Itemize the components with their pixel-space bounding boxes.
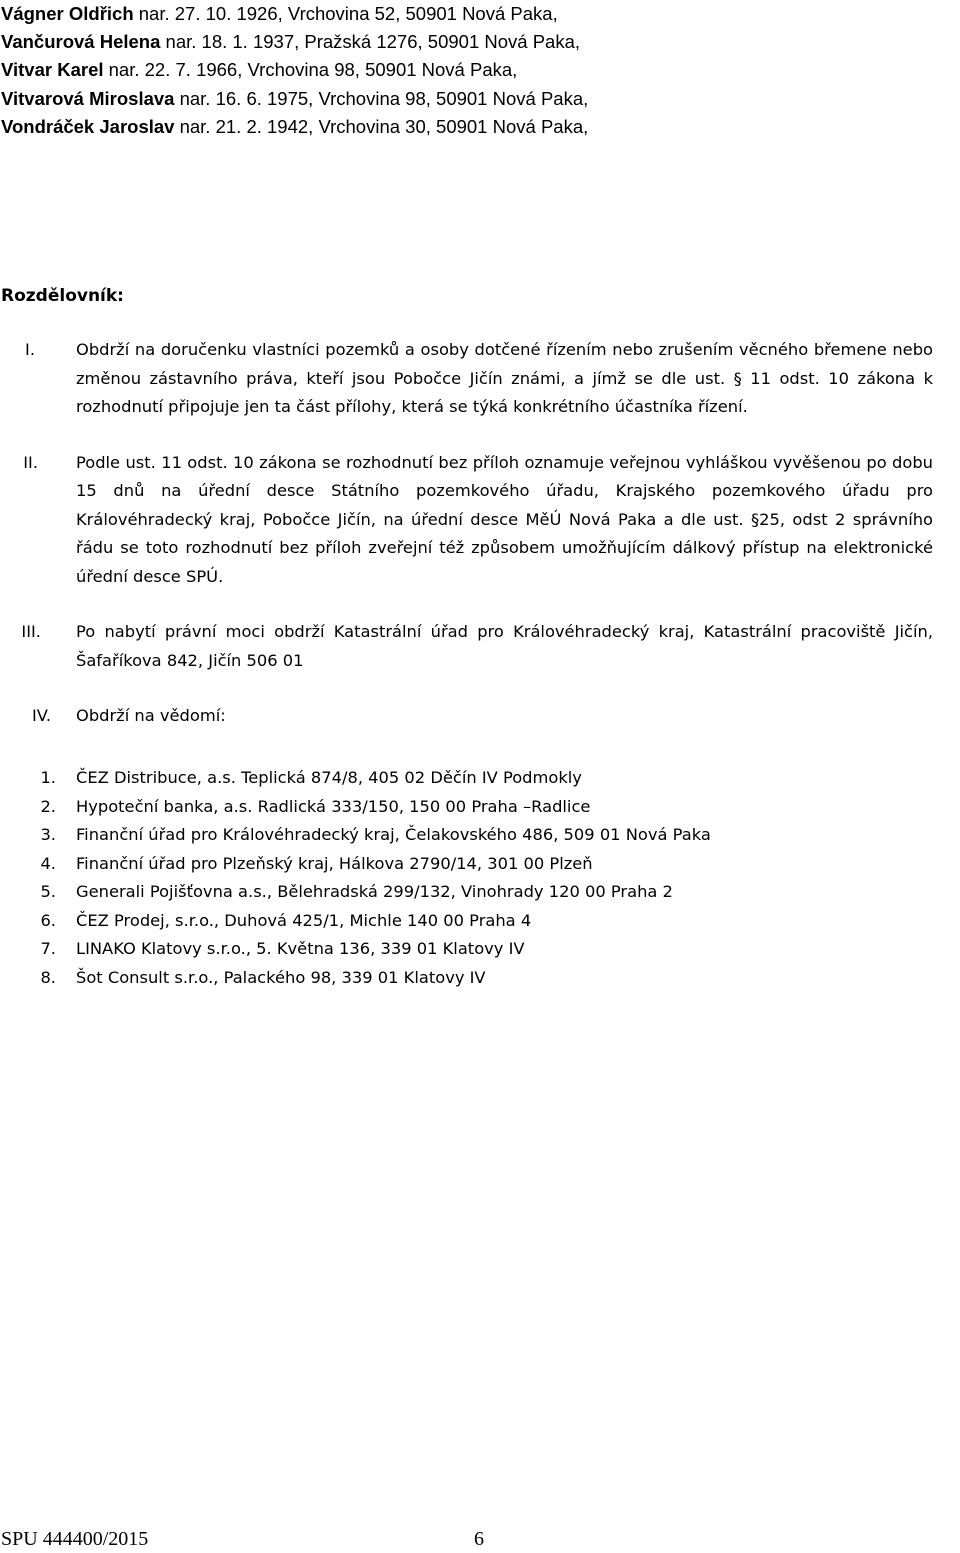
- recipient-text: Finanční úřad pro Královéhradecký kraj, Čelakovského 486, 509 01 Nová Paka: [76, 825, 711, 844]
- person-details: nar. 16. 6. 1975, Vrchovina 98, 50901 Nová Paka,: [179, 87, 589, 109]
- person-name: Vančurová Helena: [1, 31, 161, 53]
- person-name: Vitvar Karel: [1, 59, 104, 81]
- recipient-text: Šot Consult s.r.o., Palackého 98, 339 01 Klatovy IV: [76, 967, 486, 987]
- recipient-item: [0, 935, 711, 964]
- section-text: Po nabytí právní moci obdrží Katastrální úřad pro Královéhradecký kraj, Katastrální pracoviště Jičín, Šafaříkova 842, Jičín 506 01: [76, 622, 933, 670]
- person-entry: [1, 28, 931, 56]
- distribution-heading: Rozdělovník:: [1, 286, 124, 306]
- recipient-text: ČEZ Prodej, s.r.o., Duhová 425/1, Michle 140 00 Praha 4: [76, 910, 532, 930]
- person-details: nar. 27. 10. 1926, Vrchovina 52, 50901 Nová Paka,: [138, 3, 558, 24]
- recipient-number: 5.: [40, 882, 56, 901]
- recipient-number: 4.: [40, 853, 56, 873]
- section-item: [0, 618, 960, 675]
- section-numeral: I.: [25, 340, 35, 359]
- person-entry: [1, 0, 931, 28]
- person-details: nar. 18. 1. 1937, Pražská 1276, 50901 Nová Paka,: [165, 31, 581, 53]
- recipient-number: 7.: [40, 939, 56, 958]
- section-item: [0, 336, 960, 422]
- person-entry: [1, 113, 931, 141]
- recipient-number: 3.: [40, 825, 56, 844]
- section-text: Obdrží na doručenku vlastníci pozemků a osoby dotčené řízením nebo zrušením věcného břemene nebo změnou zástavního práva, kteří jsou Pobočce Jičín známi, a jímž se dle ust. § 11 odst. 10 zákona k rozhodnutí připojuje jen ta část přílohy, která se týká konkrétního účastníka řízení.: [76, 340, 933, 416]
- document-reference: SPU 444400/2015: [1, 1528, 149, 1550]
- recipient-text: LINAKO Klatovy s.r.o., 5. Května 136, 339 01 Klatovy IV: [76, 939, 525, 958]
- recipient-item: [0, 964, 711, 993]
- recipient-number: 2.: [40, 796, 56, 816]
- person-entry: [1, 56, 931, 84]
- person-name: Vondráček Jaroslav: [1, 115, 175, 137]
- person-details: nar. 21. 2. 1942, Vrchovina 30, 50901 Nová Paka,: [179, 115, 589, 137]
- section-item: [0, 449, 960, 592]
- page-number: 6: [474, 1528, 484, 1550]
- recipient-number: 6.: [40, 910, 56, 930]
- recipient-item: [0, 821, 711, 850]
- section-numeral: II.: [23, 452, 38, 472]
- recipient-item: [0, 878, 711, 907]
- recipient-text: Finanční úřad pro Plzeňský kraj, Hálkova 2790/14, 301 00 Plzeň: [76, 853, 593, 873]
- person-list: [1, 0, 931, 141]
- section-numeral: III.: [21, 622, 41, 641]
- recipient-text: Generali Pojišťovna a.s., Bělehradská 299/132, Vinohrady 120 00 Praha 2: [76, 882, 673, 901]
- recipient-item: [0, 850, 711, 879]
- recipient-list: [0, 764, 711, 992]
- recipient-item: [0, 793, 711, 822]
- recipient-text: ČEZ Distribuce, a.s. Teplická 874/8, 405 02 Děčín IV Podmokly: [76, 768, 582, 787]
- person-name: Vitvarová Miroslava: [1, 87, 175, 109]
- section-item: [0, 702, 960, 731]
- recipient-number: 8.: [40, 967, 56, 987]
- section-numeral: IV.: [31, 706, 51, 725]
- recipient-number: 1.: [40, 768, 56, 787]
- distribution-sections: [0, 336, 960, 731]
- person-entry: [1, 85, 931, 113]
- recipient-text: Hypoteční banka, a.s. Radlická 333/150, 150 00 Praha –Radlice: [76, 796, 591, 816]
- recipient-item: [0, 907, 711, 936]
- person-name: Vágner Oldřich: [1, 3, 134, 24]
- section-text: Obdrží na vědomí:: [76, 706, 226, 725]
- section-text: Podle ust. 11 odst. 10 zákona se rozhodnutí bez příloh oznamuje veřejnou vyhláškou vyvěšenou po dobu 15 dnů na úřední desce Státního pozemkového úřadu, Krajského pozemkového úřadu pro Královéhradecký kraj, Pobočce Jičín, na úřední desce MěÚ Nová Paka a dle ust. §25, odst 2 správního řádu se toto rozhodnutí bez příloh zveřejní též způsobem umožňujícím dálkový přístup na elektronické úřední desce SPÚ.: [76, 452, 933, 586]
- person-details: nar. 22. 7. 1966, Vrchovina 98, 50901 Nová Paka,: [108, 59, 518, 81]
- recipient-item: [0, 764, 711, 793]
